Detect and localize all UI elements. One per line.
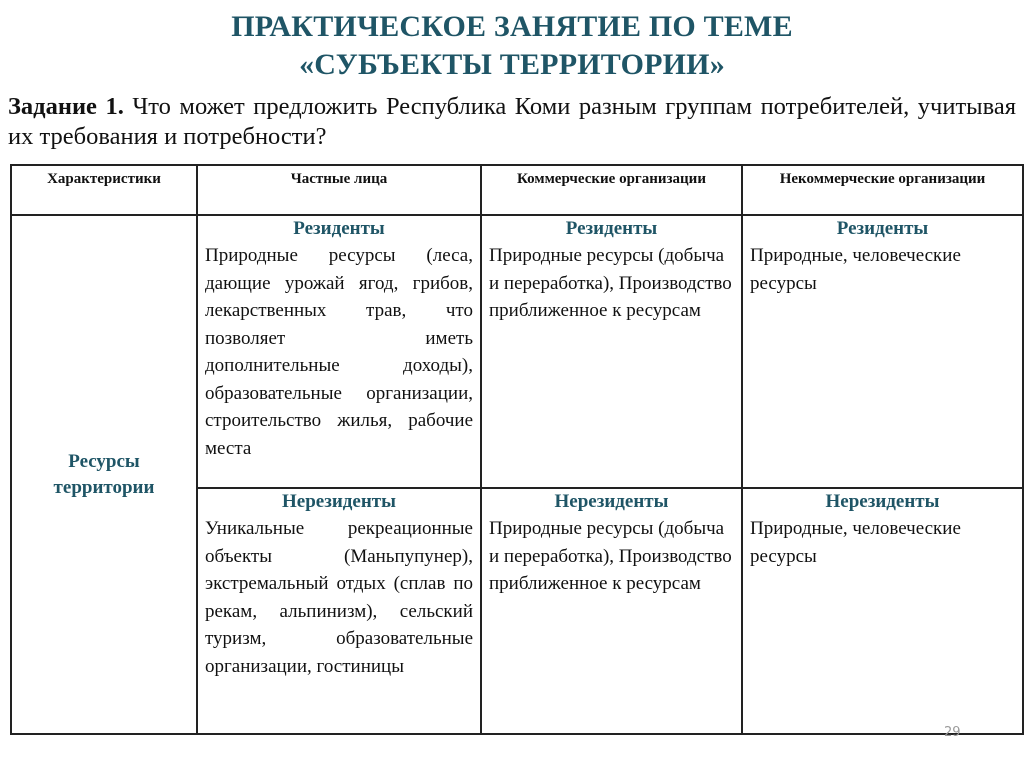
cell-text: Природные ресурсы (леса, дающие урожай ягод, грибов, лекарственных трав, что позволяет иметь дополнительные доходы), образовательные организации, строительство жилья, рабочие места [205,245,473,459]
task-text: Что может предложить Республика Коми разным группам потребителей, учитывая их требования и потребности? [8,93,1016,150]
cell-text: Уникальные рекреационные объекты (Маньпупунер), экстремальный отдых (сплав по рекам, альпинизм), сельский туризм, образовательные организации, гостиницы [205,518,473,677]
cell-residents-noncommercial [742,215,1023,488]
page-number: 29 [944,725,961,740]
cell-text: Природные ресурсы (добыча и переработка), Производство приближенное к ресурсам [489,518,732,594]
header-private-persons: Частные лица [197,165,481,215]
cell-text: Природные, человеческие ресурсы [750,245,961,294]
task-label: Задание 1. [8,93,124,120]
group-label-nonresidents: Нерезиденты [825,491,940,512]
cell-residents-commercial [481,215,742,488]
group-label-nonresidents: Нерезиденты [554,491,669,512]
cell-nonresidents-noncommercial [742,488,1023,734]
cell-residents-private [197,215,481,488]
group-label-residents: Резиденты [293,218,385,239]
cell-nonresidents-commercial [481,488,742,734]
group-label-residents: Резиденты [836,218,929,239]
group-label-nonresidents: Нерезиденты [282,491,396,512]
cell-nonresidents-private [197,488,481,734]
row-label-territory-resources: Ресурсы территории [11,215,197,734]
table-header-row [11,165,1023,215]
slide-title-line1: ПРАКТИЧЕСКОЕ ЗАНЯТИЕ ПО ТЕМЕ [231,10,793,43]
cell-text: Природные, человеческие ресурсы [750,518,961,567]
group-label-residents: Резиденты [565,218,658,239]
header-commercial-orgs: Коммерческие организации [481,165,742,215]
resources-table [10,164,1024,735]
header-characteristics: Характеристики [11,165,197,215]
slide-title-line2: «СУБЪЕКТЫ ТЕРРИТОРИИ» [299,48,725,81]
header-noncommercial-orgs: Некоммерческие организации [742,165,1023,215]
table-row-residents [11,215,1023,488]
slide-title [0,8,1024,84]
cell-text: Природные ресурсы (добыча и переработка), Производство приближенное к ресурсам [489,245,732,321]
task-description [8,92,1016,152]
